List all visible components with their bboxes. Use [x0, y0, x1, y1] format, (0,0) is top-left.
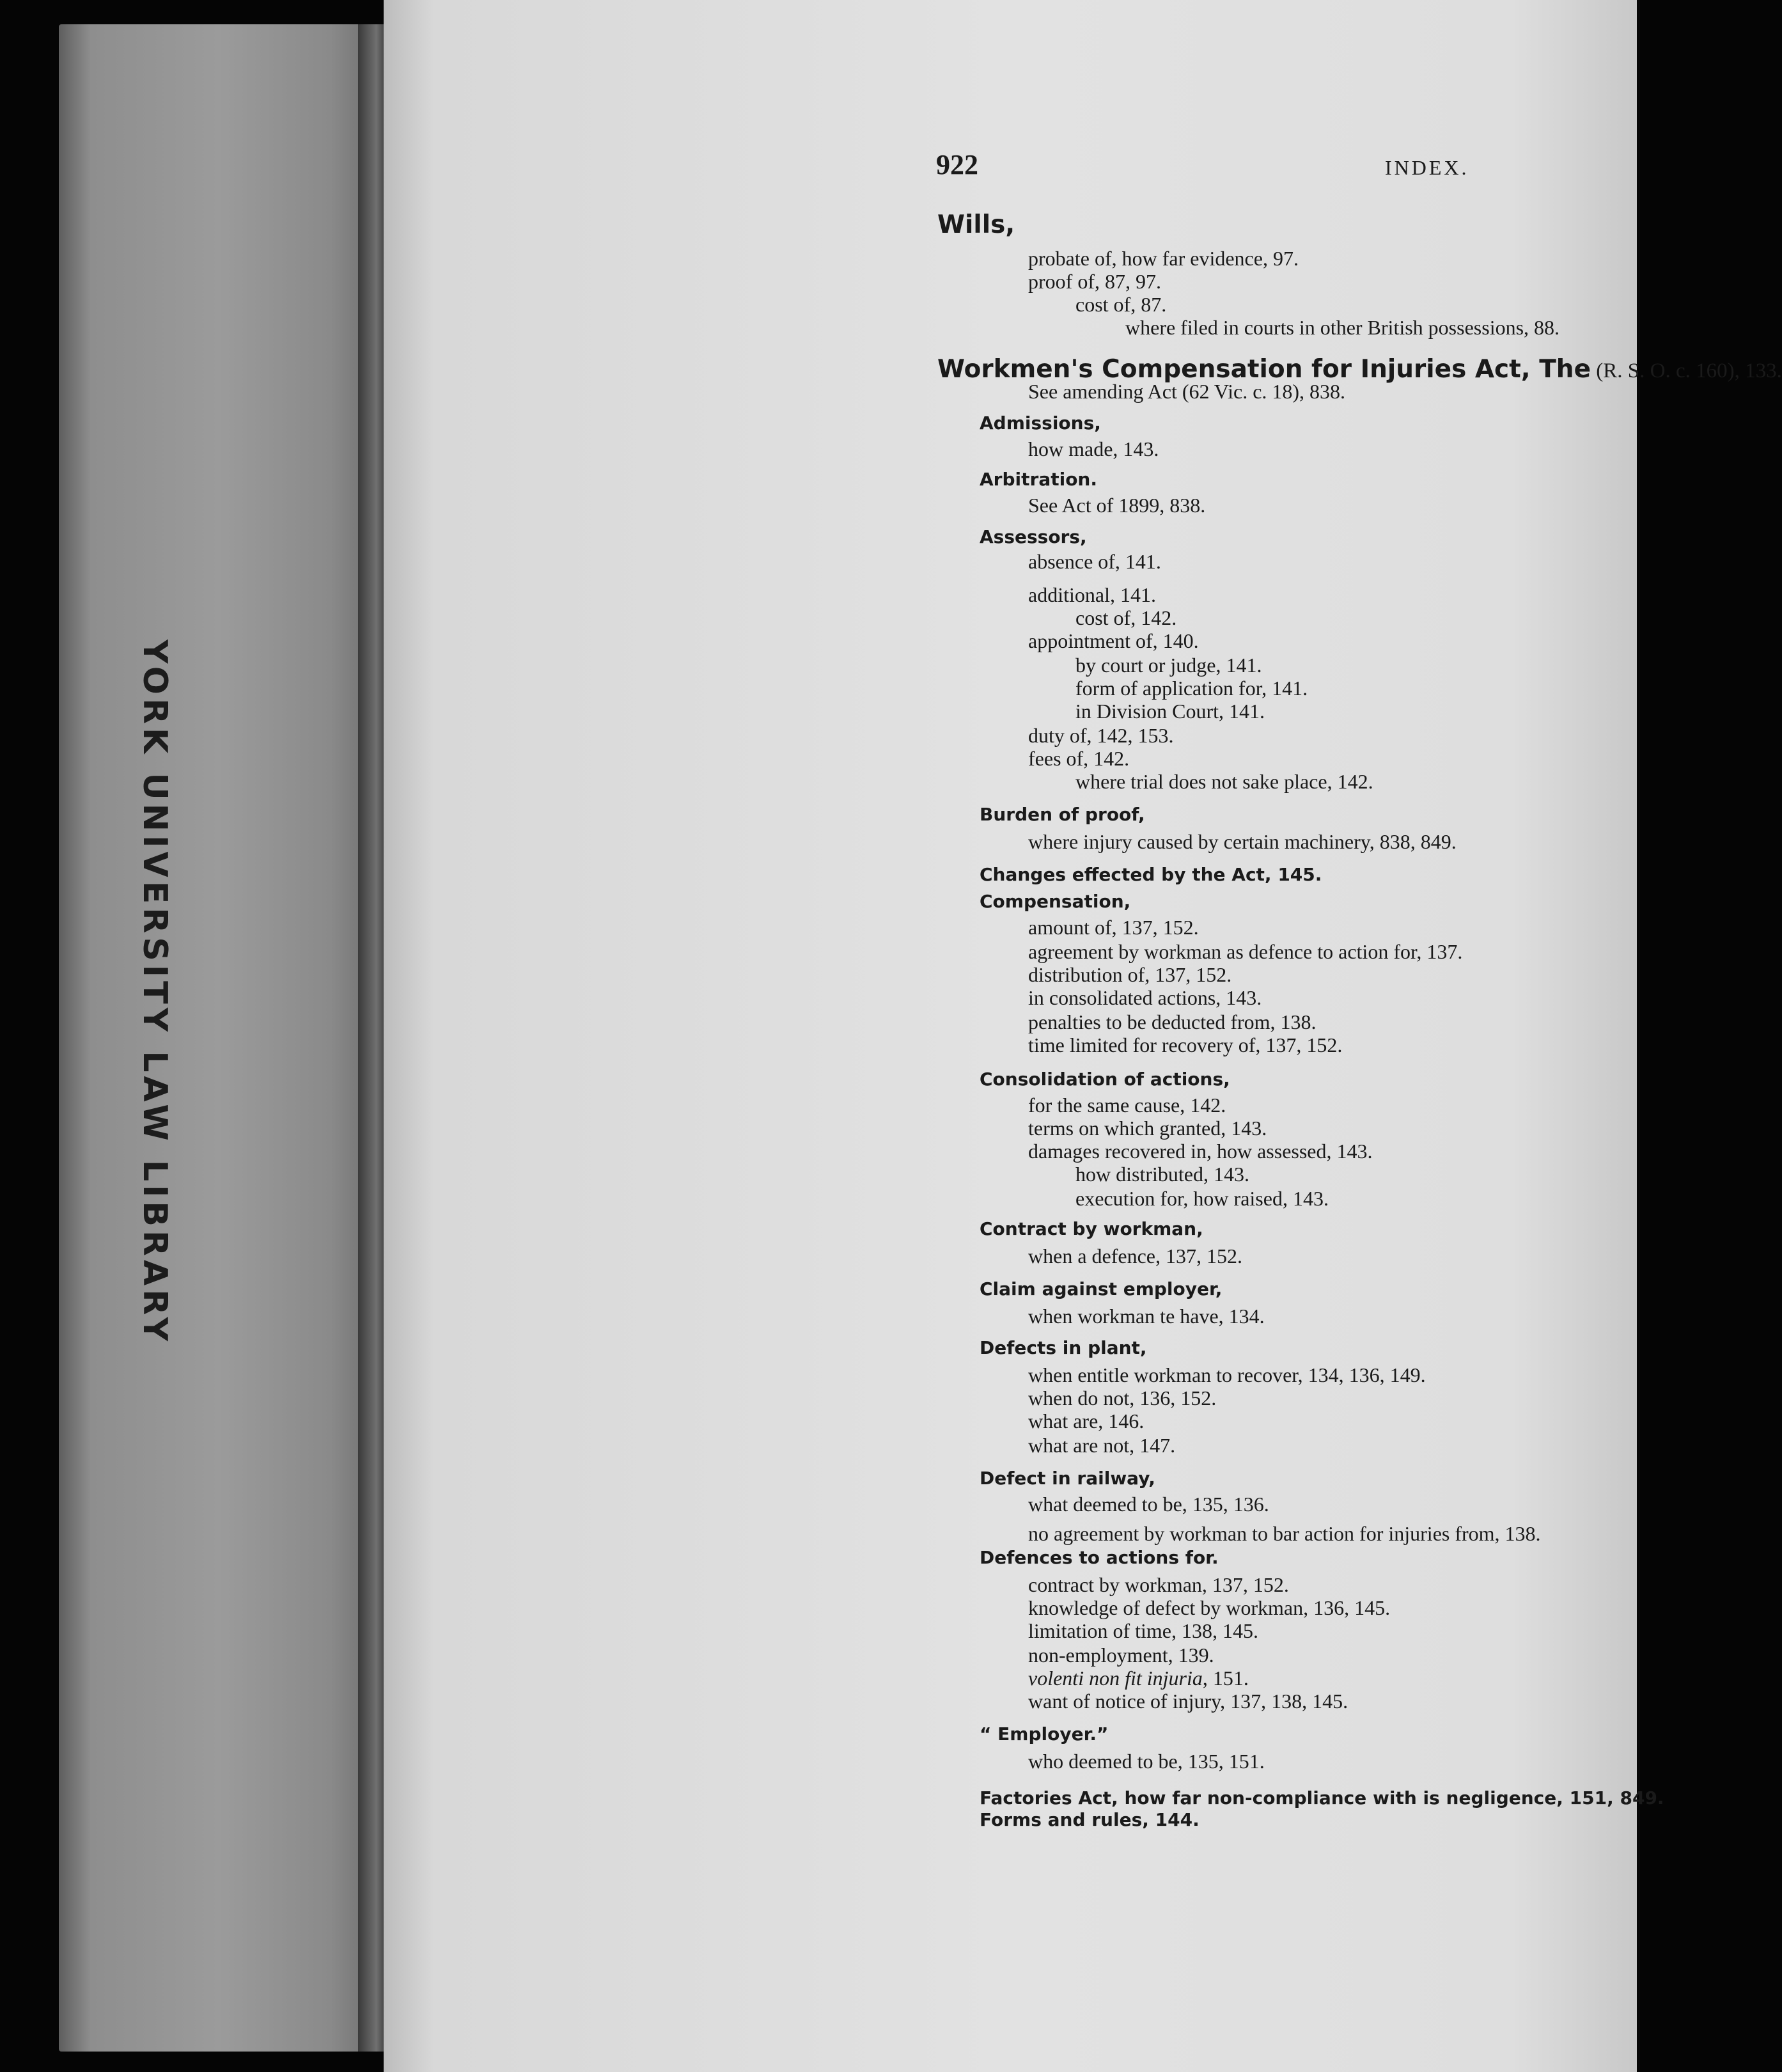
index-subentry: volenti non fit injuria, 151.: [1028, 1667, 1249, 1690]
index-subentry: how made, 143.: [1028, 437, 1159, 460]
book-spine: [59, 24, 379, 2052]
index-subentry: cost of, 142.: [1075, 606, 1177, 629]
index-subentry: what are, 146.: [1028, 1409, 1145, 1432]
index-subentry: what deemed to be, 135, 136.: [1028, 1493, 1269, 1516]
index-subentry: when a defence, 137, 152.: [1028, 1244, 1242, 1268]
index-subentry: knowledge of defect by workman, 136, 145.: [1028, 1596, 1391, 1619]
index-subentry: form of application for, 141.: [1075, 677, 1308, 700]
index-subentry: agreement by workman as defence to action for, 137.: [1028, 940, 1463, 963]
index-subentry: when workman te have, 134.: [1028, 1305, 1265, 1328]
index-subentry: distribution of, 137, 152.: [1028, 963, 1232, 986]
index-subentry: damages recovered in, how assessed, 143.: [1028, 1140, 1373, 1163]
index-heading: Assessors,: [980, 526, 1087, 547]
index-heading: Defect in railway,: [980, 1468, 1155, 1489]
index-subentry: in consolidated actions, 143.: [1028, 986, 1262, 1009]
index-subentry: who deemed to be, 135, 151.: [1028, 1750, 1265, 1773]
index-subentry: time limited for recovery of, 137, 152.: [1028, 1033, 1343, 1056]
index-subentry: See Act of 1899, 838.: [1028, 494, 1206, 517]
index-heading: Defects in plant,: [980, 1337, 1147, 1358]
index-subentry: by court or judge, 141.: [1075, 654, 1262, 677]
index-subentry: where filed in courts in other British possessions, 88.: [1125, 316, 1560, 339]
index-subentry: limitation of time, 138, 145.: [1028, 1619, 1258, 1642]
index-subentry: how distributed, 143.: [1075, 1163, 1249, 1186]
spine-label: YORK UNIVERSITY LAW LIBRARY: [136, 640, 174, 1346]
index-subentry: probate of, how far evidence, 97.: [1028, 247, 1299, 270]
index-subentry: non-employment, 139.: [1028, 1644, 1214, 1667]
index-heading: Factories Act, how far non-compliance with is negligence, 151, 849.: [980, 1787, 1664, 1809]
index-heading: Admissions,: [980, 412, 1101, 434]
index-heading: Contract by workman,: [980, 1218, 1203, 1239]
index-heading: Arbitration.: [980, 469, 1097, 490]
index-subentry: where injury caused by certain machinery, 838, 849.: [1028, 830, 1457, 853]
index-heading: Changes effected by the Act, 145.: [980, 864, 1322, 885]
index-subentry: duty of, 142, 153.: [1028, 724, 1174, 747]
index-subentry: additional, 141.: [1028, 583, 1156, 606]
index-heading: Defences to actions for.: [980, 1547, 1219, 1568]
index-subentry: terms on which granted, 143.: [1028, 1117, 1267, 1140]
index-subentry: absence of, 141.: [1028, 550, 1161, 573]
index-heading: Consolidation of actions,: [980, 1069, 1230, 1090]
index-subentry: cost of, 87.: [1075, 293, 1167, 316]
index-subentry: what are not, 147.: [1028, 1434, 1176, 1457]
index-subentry: execution for, how raised, 143.: [1075, 1187, 1329, 1210]
index-subentry: when do not, 136, 152.: [1028, 1386, 1217, 1409]
index-subentry: proof of, 87, 97.: [1028, 270, 1161, 293]
index-heading: Claim against employer,: [980, 1278, 1223, 1299]
index-subentry: no agreement by workman to bar action for injuries from, 138.: [1028, 1522, 1541, 1545]
index-heading: Burden of proof,: [980, 804, 1145, 825]
index-subentry: fees of, 142.: [1028, 747, 1130, 770]
index-subentry: when entitle workman to recover, 134, 136, 149.: [1028, 1363, 1426, 1386]
running-head: INDEX.: [1385, 156, 1469, 179]
index-subentry: want of notice of injury, 137, 138, 145.: [1028, 1690, 1348, 1713]
index-entry: Wills,: [937, 210, 1015, 239]
index-subentry: contract by workman, 137, 152.: [1028, 1573, 1289, 1596]
index-subentry: amount of, 137, 152.: [1028, 916, 1199, 939]
index-entry: Workmen's Compensation for Injuries Act, The (R. S. O. c. 160), 133.: [937, 355, 1782, 384]
page-number: 922: [936, 149, 978, 180]
index-subentry: in Division Court, 141.: [1075, 700, 1265, 723]
index-subentry: for the same cause, 142.: [1028, 1094, 1226, 1117]
index-heading: Compensation,: [980, 891, 1131, 912]
index-subentry: appointment of, 140.: [1028, 629, 1199, 652]
index-heading: Forms and rules, 144.: [980, 1809, 1200, 1830]
index-subentry: See amending Act (62 Vic. c. 18), 838.: [1028, 380, 1346, 403]
index-heading: “ Employer.”: [980, 1723, 1109, 1745]
index-subentry: penalties to be deducted from, 138.: [1028, 1010, 1317, 1033]
index-page: [384, 0, 1782, 2072]
index-subentry: where trial does not sake place, 142.: [1075, 770, 1373, 793]
